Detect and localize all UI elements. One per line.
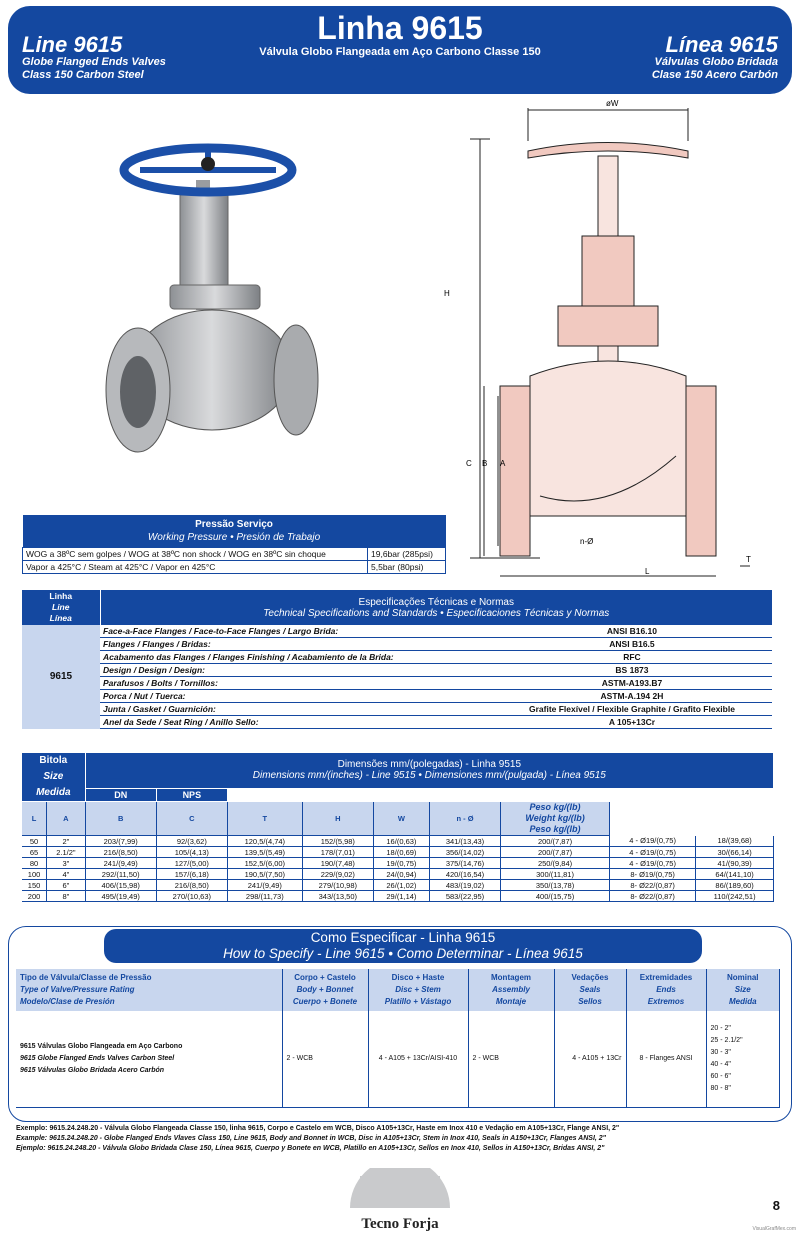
table-row	[22, 677, 772, 690]
line-title-es: Línea 9615	[665, 32, 778, 57]
spec-line-header-en: Line	[52, 602, 70, 612]
spec-line-header-pt: Linha	[49, 591, 73, 601]
how-col-header	[368, 969, 468, 1011]
dim-label-c: C	[466, 459, 472, 468]
dim-cell: 270/(10,63)	[156, 891, 227, 902]
dim-label-w: øW	[606, 99, 619, 108]
how-seals-cell: 4 - A105 + 13Cr	[554, 1011, 626, 1107]
example-es: Ejemplo: 9615.24.248.20 - Válvula Globo Bridada Clase 150, Línea 9615, Cuerpo y Bonete en WCB, Platillo en A105+13Cr, Sellos en Inox 410, Sellos in A150+13Cr, Bridas ANSI, 2"	[16, 1145, 605, 1152]
spec-table	[22, 590, 772, 729]
how-col-header-line: Extremos	[647, 997, 685, 1006]
dim-cell: 190,5/(7,50)	[227, 869, 302, 880]
how-to-specify-header	[104, 929, 702, 963]
dim-cell: 292/(11,50)	[85, 869, 156, 880]
dim-cell: 86/(189,60)	[696, 880, 774, 891]
dim-col-header: A	[47, 802, 86, 836]
how-col-header-line: Corpo + Castelo	[294, 973, 356, 982]
logo-text: Tecno Forja	[361, 1216, 439, 1232]
line-subtitle-en-1: Globe Flanged Ends Valves	[22, 56, 166, 68]
how-col-header-line: Assembly	[492, 985, 530, 994]
dim-col-header: T	[227, 802, 302, 836]
table-row	[22, 703, 772, 716]
how-col-header	[468, 969, 554, 1011]
dim-cell: 157/(6,18)	[156, 869, 227, 880]
spec-header	[100, 590, 772, 625]
spec-label: Parafusos / Bolts / Tornillos:	[100, 677, 492, 690]
dim-cell: 216/(8,50)	[156, 880, 227, 891]
page-title: Linha 9615	[317, 10, 483, 46]
how-col-header-line: Body + Bonnet	[296, 985, 354, 994]
dim-cell: 400/(15,75)	[501, 891, 610, 902]
how-sizes-cell	[706, 1011, 780, 1107]
how-col-header-line: Montaje	[495, 997, 527, 1006]
dim-cell: 8- Ø19/(0,75)	[610, 869, 696, 880]
dim-cell: 41/(90,39)	[696, 858, 774, 869]
valve-photo	[100, 140, 330, 460]
dim-cell: 24/(0,94)	[373, 869, 429, 880]
dim-col-header: L	[22, 802, 47, 836]
dim-cell: 216/(8,50)	[85, 847, 156, 858]
dim-cell: 495/(19,49)	[85, 891, 156, 902]
how-col-header-line: Modelo/Clase de Presión	[20, 997, 115, 1006]
how-col-header-line: Platillo + Vástago	[384, 997, 452, 1006]
how-col-header-line: Medida	[728, 997, 757, 1006]
spec-label: Junta / Gasket / Guarnición:	[100, 703, 492, 716]
dim-cell: 420/(16,54)	[429, 869, 500, 880]
header-right	[652, 34, 778, 82]
table-row	[22, 836, 774, 847]
spec-value: RFC	[492, 651, 772, 664]
dim-col-header: H	[302, 802, 373, 836]
how-size-item: 40 - 4"	[710, 1060, 731, 1068]
how-type-es: 9615 Válvulas Globo Bridada Acero Carbón	[20, 1066, 165, 1074]
how-col-header	[626, 969, 706, 1011]
dim-weight-label: Weight kg/(lb)	[525, 812, 585, 823]
spec-subtitle: Technical Specifications and Standards • Especificaciones Técnicas y Normas	[263, 607, 610, 619]
how-col-header-line: Disco + Haste	[391, 973, 445, 982]
how-size-item: 20 - 2"	[710, 1024, 731, 1032]
dim-cell: 127/(5,00)	[156, 858, 227, 869]
how-col-header	[16, 969, 282, 1011]
how-type-cell	[16, 1011, 282, 1107]
example-pt: Exemplo: 9615.24.248.20 - Válvula Globo Flangeada Classe 150, linha 9615, Corpo e Castelo em WCB, Disco A105+13Cr, Haste em Inox 410 e Vedação em A105+13Cr, Flange ANSI, 2"	[16, 1125, 620, 1132]
how-col-header	[706, 969, 780, 1011]
table-row	[22, 664, 772, 677]
dim-cell: 3"	[47, 858, 86, 869]
dim-cell: 356/(14,02)	[429, 847, 500, 858]
dim-size-pt: Bitola	[39, 755, 68, 766]
line-subtitle-es-1: Válvulas Globo Bridada	[654, 56, 778, 68]
dim-col-header: n - Ø	[429, 802, 500, 836]
spec-value: ANSI B16.5	[492, 638, 772, 651]
line-title-en: Line 9615	[22, 32, 123, 57]
example-en: Example: 9615.24.248.20 - Globe Flanged Ends Vlaves Class 150, Line 9615, Body and Bonnet in WCB, Disc in A105+13Cr, Stem in Inox 410, Seals in A150+13Cr, Flanges ANSI, 2"	[16, 1135, 606, 1142]
spec-label: Face-a-Face Flanges / Face-to-Face Flanges / Largo Brida:	[100, 625, 492, 638]
dim-cell: 8- Ø22/(0,87)	[610, 880, 696, 891]
how-to-table	[16, 969, 780, 1108]
spec-label: Porca / Nut / Tuerca:	[100, 690, 492, 703]
dim-cell: 2.1/2"	[47, 847, 86, 858]
dim-cell: 92/(3,62)	[156, 836, 227, 847]
pressure-table	[22, 515, 446, 574]
dim-weight-label: Peso kg/(lb)	[529, 823, 581, 834]
dim-cell: 279/(10,98)	[302, 880, 373, 891]
how-col-header-line: Nominal	[726, 973, 759, 982]
dim-label-b: B	[482, 459, 488, 468]
dim-cell: 241/(9,49)	[85, 858, 156, 869]
dim-cell: 241/(9,49)	[227, 880, 302, 891]
dim-cell: 200/(7,87)	[501, 847, 610, 858]
dim-label-h: H	[444, 289, 450, 298]
spec-line-header	[22, 590, 100, 625]
table-row	[22, 858, 774, 869]
pressure-value: 5,5bar (80psi)	[368, 561, 446, 574]
spec-label: Anel da Sede / Seat Ring / Anillo Sello:	[100, 716, 492, 729]
dim-size-en: Size	[43, 771, 64, 782]
table-row	[22, 625, 772, 638]
dim-col-header: C	[156, 802, 227, 836]
table-row	[22, 690, 772, 703]
dim-cell: 19/(0,75)	[373, 858, 429, 869]
dim-cell: 190/(7,48)	[302, 858, 373, 869]
dim-cell: 300/(11,81)	[501, 869, 610, 880]
how-col-header-line: Extremidades	[639, 973, 693, 982]
spec-label: Design / Design / Design:	[100, 664, 492, 677]
how-col-header-line: Sellos	[578, 997, 602, 1006]
dim-cell: 150	[22, 880, 47, 891]
how-type-en: 9615 Globe Flanged Ends Valves Carbon Steel	[20, 1054, 175, 1062]
pressure-subtitle: Working Pressure • Presión de Trabajo	[147, 532, 321, 543]
table-row	[22, 880, 774, 891]
dim-col-header: B	[85, 802, 156, 836]
how-type-pt: 9615 Válvulas Globo Flangeada em Aço Carbono	[20, 1042, 183, 1050]
how-col-header-line: Seals	[579, 985, 601, 994]
how-col-header-line: Type of Valve/Pressure Rating	[20, 985, 135, 994]
how-size-item: 25 - 2.1/2"	[710, 1036, 743, 1044]
dim-cell: 4 - Ø19/(0,75)	[610, 836, 696, 847]
dim-cell: 350/(13,78)	[501, 880, 610, 891]
table-row	[22, 847, 774, 858]
table-row	[23, 548, 446, 561]
valve-drawing	[440, 96, 790, 586]
how-size-item: 80 - 8"	[710, 1084, 731, 1092]
spec-line-cell: 9615	[22, 625, 100, 729]
how-col-header-line: Cuerpo + Bonete	[292, 997, 358, 1006]
how-col-header-line: Vedações	[571, 973, 609, 982]
spec-title: Especificações Técnicas e Normas	[358, 596, 514, 608]
dim-cell: 298/(11,73)	[227, 891, 302, 902]
dim-cell: 250/(9,84)	[501, 858, 610, 869]
watermark: VisualGrafMex.com	[752, 1226, 796, 1232]
dim-cell: 343/(13,50)	[302, 891, 373, 902]
how-col-header	[554, 969, 626, 1011]
dim-cell: 105/(4,13)	[156, 847, 227, 858]
spec-value: A 105+13Cr	[492, 716, 772, 729]
how-body-cell: 2 - WCB	[282, 1011, 368, 1107]
dim-cell: 4"	[47, 869, 86, 880]
dim-label-a: A	[500, 459, 506, 468]
line-subtitle-es-2: Clase 150 Acero Carbón	[651, 69, 778, 81]
dim-cell: 152,5/(6,00)	[227, 858, 302, 869]
dim-cell: 8- Ø22/(0,87)	[610, 891, 696, 902]
dim-cell: 139,5/(5,49)	[227, 847, 302, 858]
dim-cell: 6"	[47, 880, 86, 891]
dim-size-es: Medida	[36, 787, 71, 798]
how-col-header-line: Montagem	[491, 973, 531, 982]
spec-value: ASTM-A193.B7	[492, 677, 772, 690]
dim-cell: 16/(0,63)	[373, 836, 429, 847]
dim-label-l: L	[645, 567, 650, 576]
dim-cell: 100	[22, 869, 47, 880]
dim-cell: 80	[22, 858, 47, 869]
dim-cell: 375/(14,76)	[429, 858, 500, 869]
spec-value: ANSI B16.10	[492, 625, 772, 638]
how-col-header-line: Ends	[656, 985, 676, 994]
how-size-item: 30 - 3"	[710, 1048, 731, 1056]
how-col-header-line: Tipo de Válvula/Classe de Pressão	[20, 973, 152, 982]
dim-cell: 65	[22, 847, 47, 858]
table-row	[22, 869, 774, 880]
page-header	[8, 6, 792, 94]
dim-cell: 110/(242,51)	[696, 891, 774, 902]
line-subtitle-en-2: Class 150 Carbon Steel	[22, 69, 144, 81]
pressure-label: WOG a 38ºC sem golpes / WOG at 38ºC non shock / WOG en 38ºC sin choque	[23, 548, 368, 561]
dim-cell: 200	[22, 891, 47, 902]
dim-cell: 583/(22,95)	[429, 891, 500, 902]
dim-cell: 50	[22, 836, 47, 847]
spec-value: Grafite Flexível / Flexible Graphite / Grafito Flexible	[492, 703, 772, 716]
how-assembly-cell: 2 - WCB	[468, 1011, 554, 1107]
dim-cell: 4 - Ø19/(0,75)	[610, 847, 696, 858]
dim-cell: 26/(1,02)	[373, 880, 429, 891]
dim-cell: 4 - Ø19/(0,75)	[610, 858, 696, 869]
table-row	[22, 716, 772, 729]
dim-cell: 152/(5,98)	[302, 836, 373, 847]
page-subtitle: Válvula Globo Flangeada em Aço Carbono Classe 150	[259, 46, 541, 58]
dim-cell: 18/(39,68)	[696, 836, 774, 847]
pressure-label: Vapor a 425°C / Steam at 425°C / Vapor en 425°C	[23, 561, 368, 574]
dim-cell: 483/(19,02)	[429, 880, 500, 891]
how-title: Como Especificar - Linha 9615	[310, 930, 496, 945]
spec-line-header-es: Línea	[49, 613, 72, 623]
dim-cell: 2"	[47, 836, 86, 847]
table-row	[22, 651, 772, 664]
how-disc-cell: 4 - A105 + 13Cr/AISI-410	[368, 1011, 468, 1107]
dim-cell: 341/(13,43)	[429, 836, 500, 847]
how-col-header	[282, 969, 368, 1011]
dim-cell: 406/(15,98)	[85, 880, 156, 891]
dim-weight-header	[501, 802, 610, 836]
how-subtitle: How to Specify - Line 9615 • Como Determinar - Línea 9615	[223, 946, 583, 961]
examples	[16, 1124, 786, 1154]
pressure-title: Pressão Serviço	[195, 519, 273, 530]
dim-cell: 8"	[47, 891, 86, 902]
dim-label-t: T	[746, 555, 751, 564]
table-row	[23, 561, 446, 574]
how-col-header-line: Disc + Stem	[395, 985, 441, 994]
pressure-value: 19,6bar (285psi)	[368, 548, 446, 561]
page-number: 8	[772, 1198, 780, 1213]
dim-cell: 203/(7,99)	[85, 836, 156, 847]
dim-cell: 178/(7,01)	[302, 847, 373, 858]
how-size-item: 60 - 6"	[710, 1072, 731, 1080]
dim-title: Dimensões mm/(polegadas) - Linha 9515	[337, 759, 522, 771]
dim-col-header: W	[373, 802, 429, 836]
dim-subtitle: Dimensions mm/(inches) - Line 9515 • Dimensiones mm/(pulgada) - Línea 9515	[252, 770, 606, 782]
dim-cell: 120,5/(4,74)	[227, 836, 302, 847]
how-ends-cell: 8 - Flanges ANSI	[626, 1011, 706, 1107]
tecno-forja-logo	[320, 1168, 480, 1232]
how-col-header-line: Size	[734, 985, 751, 994]
dim-cell: 229/(9,02)	[302, 869, 373, 880]
dim-cell: 200/(7,87)	[501, 836, 610, 847]
dim-col-header: NPS	[156, 788, 227, 801]
spec-value: BS 1873	[492, 664, 772, 677]
dim-label-n: n-Ø	[580, 537, 594, 546]
dim-header	[85, 753, 773, 788]
dim-cell: 18/(0,69)	[373, 847, 429, 858]
spec-label: Acabamento das Flanges / Flanges Finishing / Acabamiento de la Brida:	[100, 651, 492, 664]
dim-cell: 29/(1,14)	[373, 891, 429, 902]
spec-label: Flanges / Flanges / Bridas:	[100, 638, 492, 651]
spec-value: ASTM-A.194 2H	[492, 690, 772, 703]
dim-size-header	[22, 753, 85, 802]
dim-col-header: DN	[85, 788, 156, 801]
table-row	[22, 891, 774, 902]
dim-weight-label: Peso kg/(lb)	[529, 801, 581, 812]
table-row	[22, 638, 772, 651]
table-row	[16, 1011, 780, 1107]
dim-cell: 30/(66,14)	[696, 847, 774, 858]
dimensions-table	[22, 753, 774, 902]
dim-cell: 64/(141,10)	[696, 869, 774, 880]
